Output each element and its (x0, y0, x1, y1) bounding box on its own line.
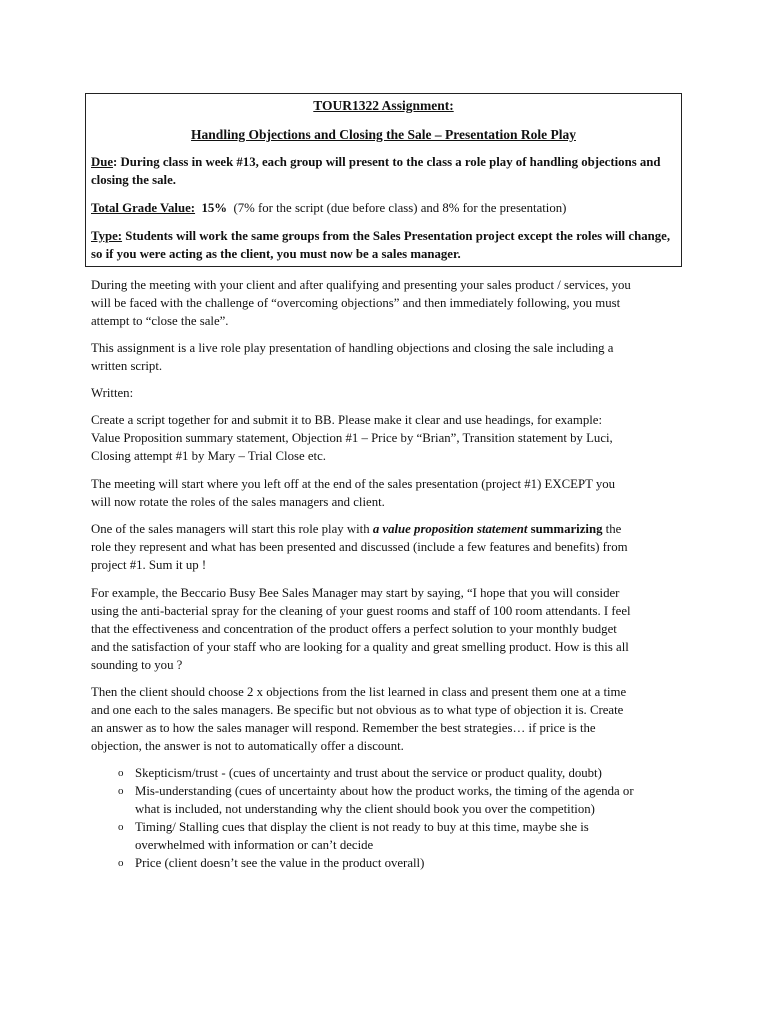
text-line: what is included, not understanding why the client should book you over the competition) (135, 802, 595, 816)
list-item (118, 854, 683, 872)
text-line: written script. (91, 359, 163, 373)
grade-detail: (7% for the script (due before class) and 8% for the presentation) (233, 201, 567, 215)
text-line: Timing/ Stalling cues that display the client is not ready to buy at this time, maybe she is (135, 820, 589, 834)
text-run: the (602, 522, 622, 536)
text-line: an answer as to how the sales manager will respond. Remember the best strategies… if price is the (91, 721, 596, 735)
assignment-header-box (85, 93, 682, 267)
list-item (118, 764, 683, 782)
grade-value: 15% (201, 201, 228, 215)
text-line: and one each to the sales managers. Be specific but not obvious as to what type of objection it is. Create (91, 703, 624, 717)
type-text: Students will work the same groups from the Sales Presentation project except the roles will change, so if you were acting as the client, you must now be a sales manager. (91, 229, 671, 261)
list-item (118, 782, 683, 818)
text-line: For example, the Beccario Busy Bee Sales Manager may start by saying, “I hope that you will consider (91, 586, 620, 600)
meeting-start-paragraph (91, 475, 683, 511)
text-line: attempt to “close the sale”. (91, 314, 229, 328)
text-line: project #1. Sum it up ! (91, 558, 207, 572)
emphasized-phrase: a value proposition statement (372, 522, 528, 536)
grade-statement (91, 200, 675, 218)
text-line: and the satisfaction of your staff who are looking for a quality and great smelling product. How is this all (91, 640, 629, 654)
objection-list (118, 764, 683, 872)
assignment-description-paragraph (91, 339, 683, 375)
intro-paragraph (91, 276, 683, 330)
text-run: One of the sales managers will start this role play with (91, 522, 373, 536)
text-line: Create a script together for and submit it to BB. Please make it clear and use headings, for example: (91, 413, 603, 427)
text-line: role they represent and what has been presented and discussed (include a few features and benefits) from (91, 540, 628, 554)
assignment-subtitle: Handling Objections and Closing the Sale – Presentation Role Play (191, 127, 576, 142)
text-line: using the anti-bacterial spray for the cleaning of your guest rooms and staff of 100 room attendants. I feel (91, 604, 631, 618)
bullet-marker: o (118, 821, 124, 833)
text-line: objection, the answer is not to automatically offer a discount. (91, 739, 404, 753)
grade-label: Total Grade Value: (91, 201, 196, 215)
example-paragraph (91, 584, 683, 674)
due-statement (91, 154, 675, 189)
text-line: During the meeting with your client and after qualifying and presenting your sales product / services, you (91, 278, 631, 292)
text-line: Then the client should choose 2 x objections from the list learned in class and present them one at a time (91, 685, 627, 699)
text-line: Closing attempt #1 by Mary – Trial Close etc. (91, 449, 326, 463)
due-text: : During class in week #13, each group will present to the class a role play of handling objections and closing the sale. (91, 155, 661, 187)
assignment-title: TOUR1322 Assignment: (313, 98, 454, 113)
text-line: will now rotate the roles of the sales managers and client. (91, 495, 385, 509)
text-line: sounding to you ? (91, 658, 183, 672)
type-label: Type: (91, 229, 123, 243)
bullet-marker: o (118, 767, 124, 779)
bold-word: summarizing (527, 522, 603, 536)
text-line: that the effectiveness and concentration of the product offers a perfect solution to your monthly budget (91, 622, 617, 636)
text-line: overwhelmed with information or can’t decide (135, 838, 374, 852)
written-heading: Written: (91, 386, 134, 400)
text-line (91, 520, 683, 538)
text-line: will be faced with the challenge of “overcoming objections” and then immediately following, you must (91, 296, 621, 310)
client-objections-paragraph (91, 683, 683, 755)
text-line: This assignment is a live role play presentation of handling objections and closing the sale including a (91, 341, 614, 355)
text-line: Price (client doesn’t see the value in the product overall) (135, 856, 425, 870)
text-line: Value Proposition summary statement, Objection #1 – Price by “Brian”, Transition statement by Luci, (91, 431, 613, 445)
due-label: Due (91, 155, 114, 169)
text-line: Skepticism/trust - (cues of uncertainty and trust about the service or product quality, doubt) (135, 766, 602, 780)
type-statement (91, 228, 675, 263)
text-line: The meeting will start where you left off at the end of the sales presentation (project #1) EXCEPT you (91, 477, 616, 491)
list-item (118, 818, 683, 854)
value-proposition-paragraph (91, 520, 683, 574)
script-instructions-paragraph (91, 411, 683, 465)
text-line: Mis-understanding (cues of uncertainty about how the product works, the timing of the agenda or (135, 784, 634, 798)
bullet-marker: o (118, 785, 124, 797)
bullet-marker: o (118, 857, 124, 869)
